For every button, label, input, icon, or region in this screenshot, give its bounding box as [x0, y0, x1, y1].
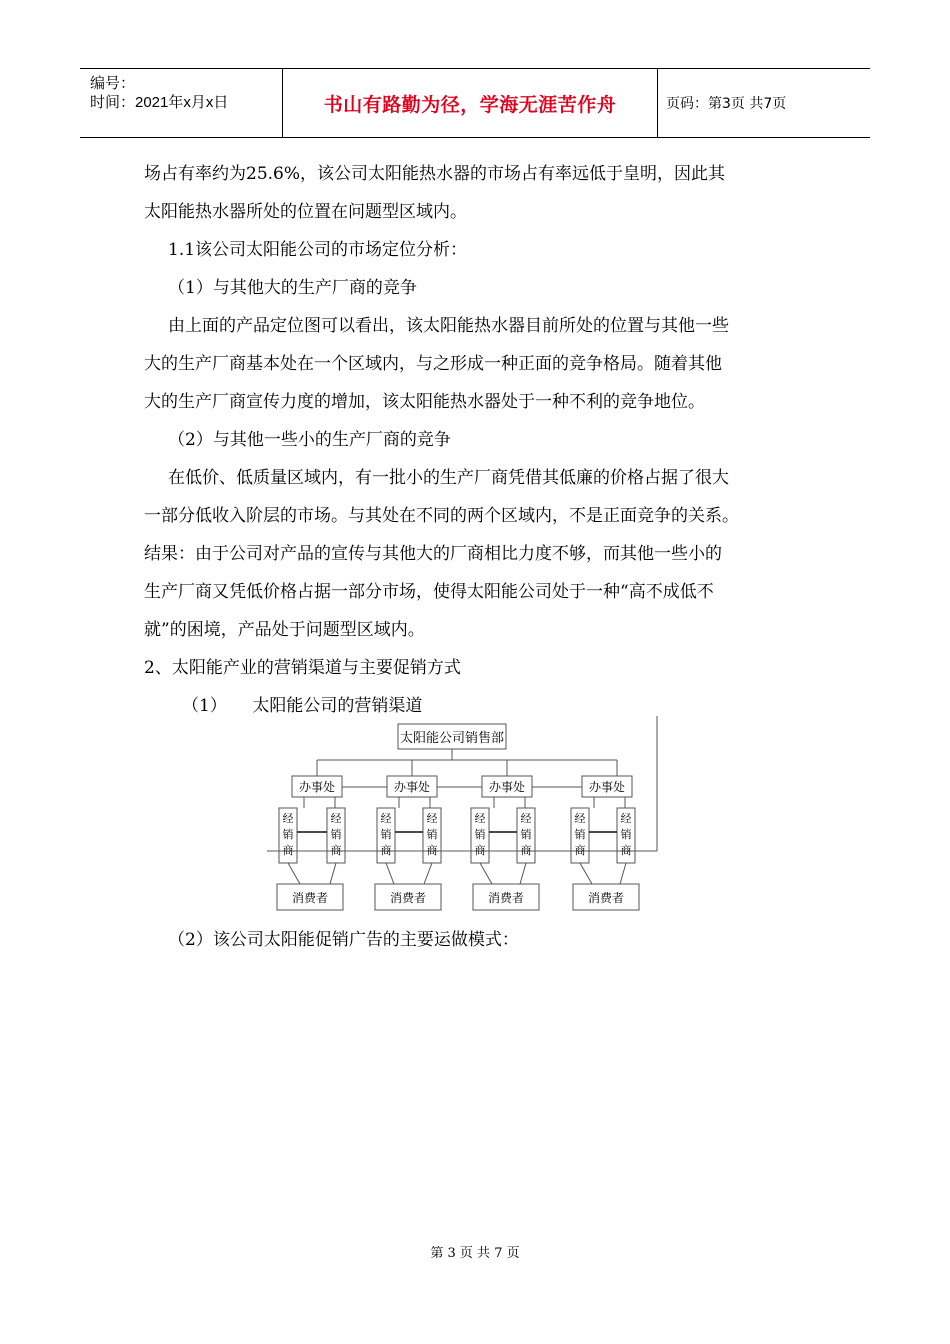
dealer-label-char: 经: [520, 812, 532, 825]
dealer-label-char: 商: [380, 844, 392, 857]
paragraph-line: 太阳能热水器所处的位置在问题型区域内。: [144, 202, 467, 222]
dealer-label-char: 销: [380, 828, 392, 841]
dealer-label-char: 商: [520, 844, 532, 857]
paragraph-line: 一部分低收入阶层的市场。与其处在不同的两个区域内，不是正面竞争的关系。: [144, 506, 739, 526]
dealer-label-char: 经: [574, 812, 586, 825]
subsection-heading: （1）与其他大的生产厂商的竞争: [168, 278, 417, 298]
paragraph-line: 生产厂商又凭低价格占据一部分市场，使得太阳能公司处于一种“高不成低不: [144, 582, 714, 602]
diagram-consumer-label: 消费者: [291, 891, 329, 905]
dealer-label-char: 经: [620, 812, 632, 825]
dealer-label-char: 销: [330, 828, 342, 841]
diagram-office-label: 办事处: [488, 780, 526, 794]
diagram-office-label: 办事处: [298, 780, 336, 794]
dealer-label-char: 销: [426, 828, 438, 841]
subsection-heading-2: （2）该公司太阳能促销广告的主要运做模式：: [168, 930, 519, 950]
diagram-consumer-label: 消费者: [389, 891, 427, 905]
diagram-office-label: 办事处: [393, 780, 431, 794]
dealer-label-char: 销: [520, 828, 532, 841]
page-footer: 第 3 页 共 7 页: [430, 1246, 520, 1261]
sales-channel-svg: [255, 712, 665, 917]
paragraph-line: 在低价、低质量区域内，有一批小的生产厂商凭借其低廉的价格占据了很大: [168, 468, 729, 488]
dealer-label-char: 经: [380, 812, 392, 825]
dealer-label-char: 商: [426, 844, 438, 857]
dealer-label-char: 经: [474, 812, 486, 825]
dealer-label-char: 商: [574, 844, 586, 857]
paragraph-line: 结果：由于公司对产品的宣传与其他大的厂商相比力度不够，而其他一些小的: [144, 544, 722, 564]
dealer-label-char: 销: [574, 828, 586, 841]
dealer-label-char: 经: [282, 812, 294, 825]
page-header: [80, 68, 870, 138]
sales-channel-diagram: [255, 712, 665, 917]
diagram-office-label: 办事处: [588, 780, 626, 794]
dealer-label-char: 商: [474, 844, 486, 857]
dealer-label-char: 销: [620, 828, 632, 841]
paragraph-line: 大的生产厂商基本处在一个区域内，与之形成一种正面的竞争格局。随着其他: [144, 354, 722, 374]
paragraph-line: 场占有率约为25.6%，该公司太阳能热水器的市场占有率远低于皇明，因此其: [144, 164, 726, 184]
diagram-consumer-label: 消费者: [487, 891, 525, 905]
dealer-label-char: 销: [282, 828, 294, 841]
dealer-labels: [283, 812, 632, 857]
dealer-label-char: 经: [330, 812, 342, 825]
section-heading: 2、太阳能产业的营销渠道与主要促销方式: [144, 658, 461, 678]
dealer-label-char: 商: [620, 844, 632, 857]
subsection-heading: （2）与其他一些小的生产厂商的竞争: [168, 430, 451, 450]
paragraph-line: 大的生产厂商宣传力度的增加，该太阳能热水器处于一种不利的竞争地位。: [144, 392, 705, 412]
header-page-info: 页码：第3页 共7页: [666, 96, 787, 112]
header-time-label: 时间：2021年x月x日: [90, 94, 229, 111]
subsection-heading: （1） 太阳能公司的营销渠道: [182, 696, 423, 716]
diagram-consumer-label: 消费者: [587, 891, 625, 905]
dealer-label-char: 销: [474, 828, 486, 841]
header-number-label: 编号：: [90, 75, 136, 92]
header-motto: 书山有路勤为径，学海无涯苦作舟: [283, 69, 658, 137]
diagram-root-label: 太阳能公司销售部: [399, 731, 505, 746]
dealer-label-char: 商: [330, 844, 342, 857]
paragraph-line: 由上面的产品定位图可以看出，该太阳能热水器目前所处的位置与其他一些: [168, 316, 729, 336]
body-text: [144, 155, 808, 725]
dealer-label-char: 经: [426, 812, 438, 825]
paragraph-line: 就”的困境，产品处于问题型区域内。: [144, 620, 425, 640]
header-meta: [80, 69, 283, 137]
section-heading: 1.1该公司太阳能公司的市场定位分析：: [168, 240, 468, 260]
dealer-label-char: 商: [282, 844, 294, 857]
